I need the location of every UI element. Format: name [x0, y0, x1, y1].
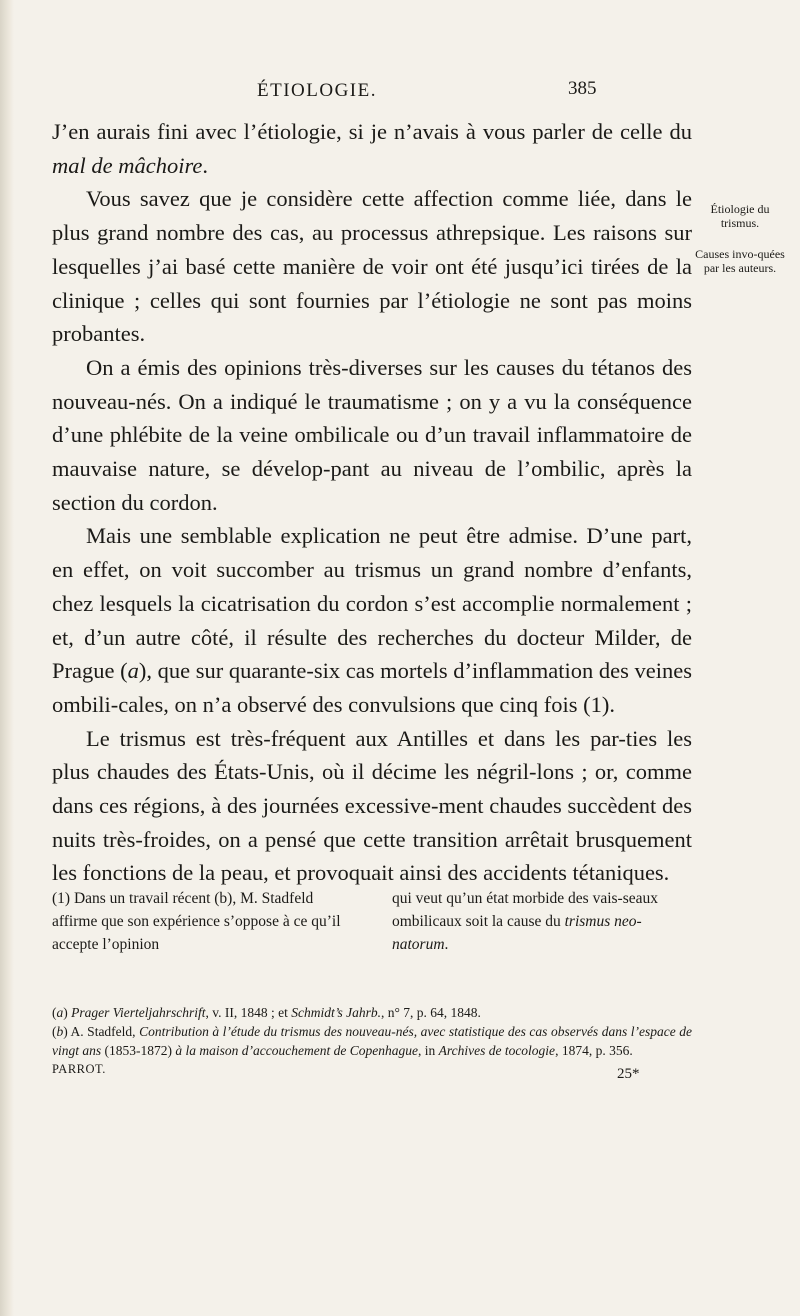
signature-mark: 25*	[617, 1066, 640, 1082]
margin-note-etiology: Étiologie du trismus.	[710, 202, 770, 230]
footnote-left-column: (1) Dans un travail récent (b), M. Stadfeld affirme que son expérience s’oppose à ce qu’il accepte l’opinion	[52, 890, 341, 953]
page-binding-shadow	[0, 0, 14, 1316]
references	[52, 1003, 692, 1060]
paragraph: J’en aurais fini avec l’étiologie, si je n’avais à vous parler de celle du mal de mâchoire.	[52, 119, 692, 178]
paragraph: Vous savez que je considère cette affection comme liée, dans le plus grand nombre des cas, au processus athrepsique. Les raisons sur lesquelles j’ai basé cette manière de voir ont été jusqu’ici tirées de la clinique ; celles qui sont fournies par l’étiologie ne sont pas moins probantes.	[52, 186, 692, 347]
margin-note-causes: Causes invo-quées par les auteurs.	[695, 247, 785, 275]
footnote-italic-term: trismus neo-natorum	[392, 913, 642, 953]
reference-item: (b) A. Stadfeld, Contribution à l’étude du trismus des nouveau-nés, avec statistique des cas observés dans l’espace de vingt ans (1853-1872) à la maison d’accouchement de Copenhague, in Archives de tocologie, 1874, p. 356.	[52, 1024, 692, 1058]
paragraph: Mais une semblable explication ne peut être admise. D’une part, en effet, on voit succomber au trismus un grand nombre d’enfants, chez lesquels la cicatrisation du cordon s’est accomplie normalement ; et, d’un autre côté, il résulte des recherches du docteur Milder, de Prague (a), que sur quarante-six cas mortels d’inflammation des veines ombili-cales, on n’a observé des convulsions que cinq fois (1).	[52, 523, 692, 717]
reference-item: (a) Prager Vierteljahrschrift, v. II, 1848 ; et Schmidt’s Jahrb., n° 7, p. 64, 1848.	[52, 1005, 481, 1020]
footnote-right-end: .	[444, 936, 449, 953]
page-footer	[52, 1062, 692, 1084]
running-title: ÉTIOLOGIE.	[257, 80, 377, 101]
footnote	[52, 887, 692, 956]
paragraph: On a émis des opinions très-diverses sur les causes du tétanos des nouveau-nés. On a indiqué le traumatisme ; on y a vu la conséquence d’une phlébite de la veine ombilicale ou d’un travail inflammatoire de mauvaise nature, se dévelop-pant au niveau de l’ombilic, après la section du cordon.	[52, 354, 692, 515]
paragraph: Le trismus est très-fréquent aux Antilles et dans les par-ties les plus chaudes des États-Unis, où il décime les négril-lons ; or, comme dans ces régions, à des journées excessive-ment chaudes succèdent des nuits très-froides, on a pensé que cette transition arrêtait brusquement les fonctions de la peau, et provoquait ainsi des accidents tétaniques.	[52, 725, 692, 886]
body-text	[52, 115, 692, 890]
footnote-right-text: qui veut qu’un état morbide des vais-seaux ombilicaux soit la cause du	[392, 890, 659, 930]
printer-name: PARROT.	[52, 1062, 106, 1076]
footnote-right-column	[392, 887, 692, 956]
page-number: 385	[568, 78, 597, 99]
